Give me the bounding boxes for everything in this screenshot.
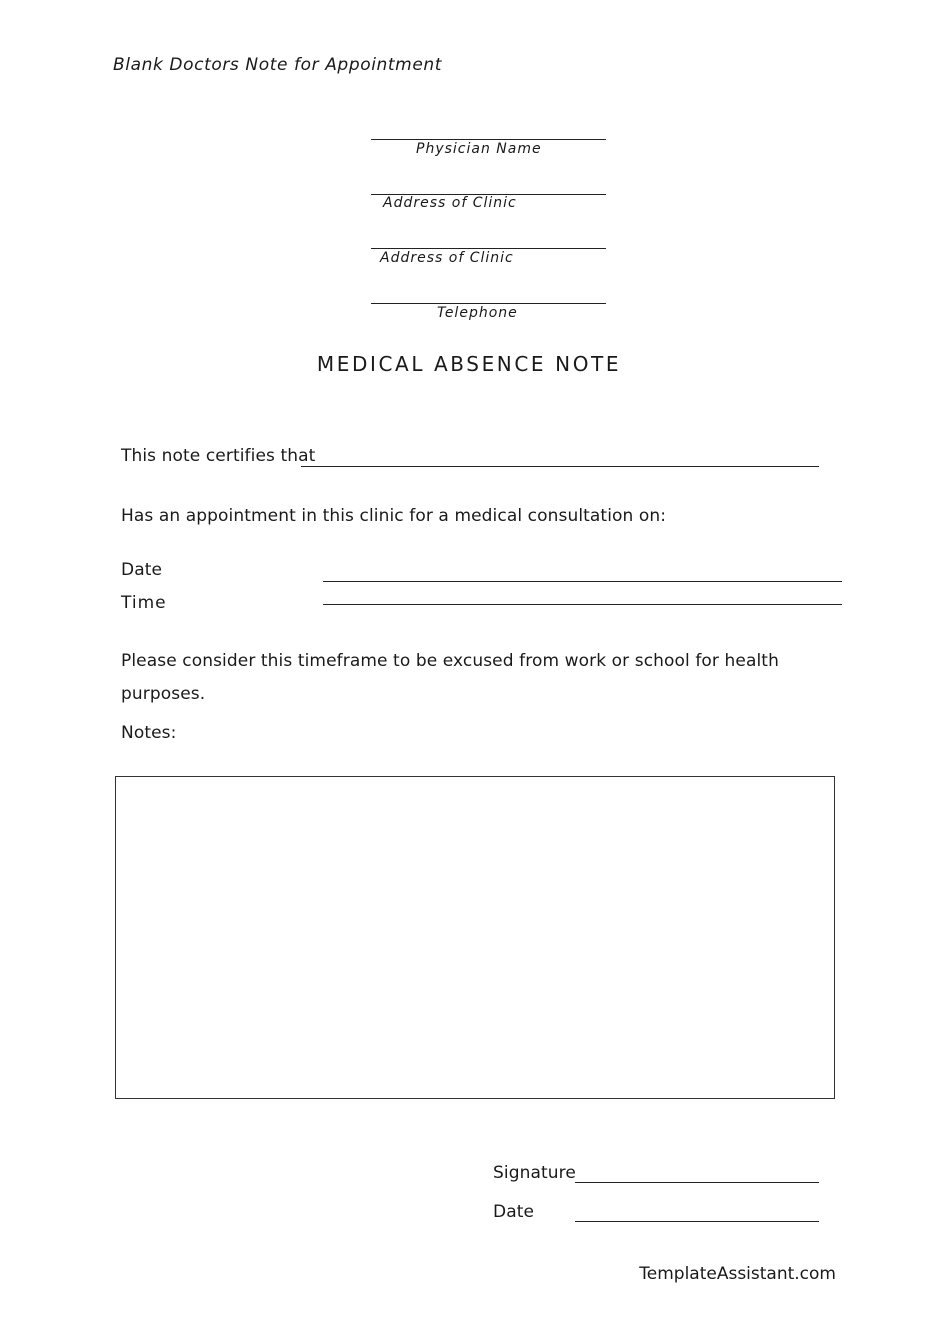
document-title: MEDICAL ABSENCE NOTE bbox=[316, 352, 622, 376]
date-label: Date bbox=[121, 560, 163, 580]
notes-label: Notes: bbox=[121, 723, 177, 743]
date-line[interactable] bbox=[323, 581, 842, 582]
consider-text-line-1: Please consider this timeframe to be excused from work or school for health bbox=[121, 651, 779, 671]
clinic-address-label-2: Address of Clinic bbox=[380, 250, 514, 266]
certify-label: This note certifies that bbox=[121, 446, 316, 466]
telephone-line[interactable] bbox=[371, 303, 606, 304]
document-header-title: Blank Doctors Note for Appointment bbox=[113, 55, 443, 75]
consider-text-line-2: purposes. bbox=[121, 684, 206, 704]
patient-name-line[interactable] bbox=[301, 466, 819, 467]
clinic-address-line-2[interactable] bbox=[371, 248, 606, 249]
telephone-label: Telephone bbox=[437, 305, 518, 321]
clinic-address-label-1: Address of Clinic bbox=[383, 195, 517, 211]
time-label: Time bbox=[121, 593, 167, 613]
physician-name-label: Physician Name bbox=[416, 141, 542, 157]
footer-brand: TemplateAssistant.com bbox=[639, 1264, 836, 1284]
signature-line[interactable] bbox=[575, 1182, 819, 1183]
signature-label: Signature bbox=[493, 1163, 576, 1183]
notes-box[interactable] bbox=[115, 776, 835, 1099]
appointment-text: Has an appointment in this clinic for a medical consultation on: bbox=[121, 506, 667, 526]
time-line[interactable] bbox=[323, 604, 842, 605]
signature-date-line[interactable] bbox=[575, 1221, 819, 1222]
signature-date-label: Date bbox=[493, 1202, 535, 1222]
physician-name-line[interactable] bbox=[371, 139, 606, 140]
